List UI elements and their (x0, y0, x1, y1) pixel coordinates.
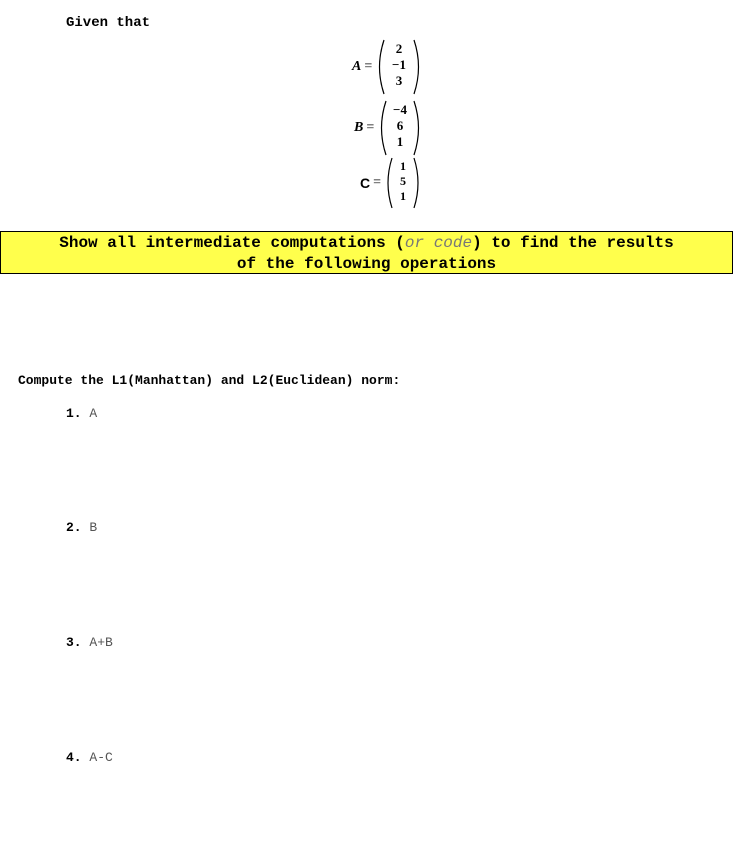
equals-sign: = (373, 175, 382, 190)
vector-c-name: C (360, 175, 371, 191)
item-text: A-C (89, 750, 113, 765)
vector-a-entry-2: −1 (392, 57, 407, 72)
vector-b (354, 99, 424, 157)
banner-line-1 (1, 233, 732, 254)
vector-c-entry-3: 1 (400, 189, 407, 203)
vector-b-column (376, 99, 424, 157)
banner-code-text: or code (404, 234, 473, 252)
vector-b-entry-3: 1 (397, 134, 404, 149)
vector-a-name: A (352, 59, 362, 74)
compute-heading: Compute the L1(Manhattan) and L2(Euclidean) norm: (18, 373, 401, 388)
vector-a-entry-1: 2 (396, 41, 403, 56)
banner-text-1: Show all intermediate computations ( (59, 234, 405, 252)
item-number: 2. (66, 520, 82, 535)
item-text: A (89, 406, 98, 421)
item-number: 4. (66, 750, 82, 765)
instruction-banner (0, 231, 733, 274)
item-number: 3. (66, 635, 82, 650)
list-item (66, 520, 97, 535)
vector-b-entry-1: −4 (393, 102, 408, 117)
vector-a-column (374, 38, 424, 96)
vector-c-column (383, 156, 423, 210)
vector-b-name: B (354, 120, 364, 135)
given-that-label: Given that (66, 15, 151, 31)
equals-sign: = (366, 120, 375, 135)
vector-c-entry-1: 1 (400, 159, 407, 173)
list-item (66, 750, 113, 765)
banner-text-2: ) to find the results (472, 234, 674, 252)
vector-c-entry-2: 5 (400, 174, 407, 188)
banner-line-2: of the following operations (236, 255, 497, 273)
list-item (66, 406, 97, 421)
item-text: B (89, 520, 98, 535)
vector-a (352, 38, 424, 96)
vector-b-entry-2: 6 (397, 118, 404, 133)
item-number: 1. (66, 406, 82, 421)
item-text: A+B (89, 635, 113, 650)
list-item (66, 635, 113, 650)
equals-sign: = (364, 59, 373, 74)
vector-a-entry-3: 3 (396, 73, 403, 88)
vector-c (360, 156, 423, 210)
